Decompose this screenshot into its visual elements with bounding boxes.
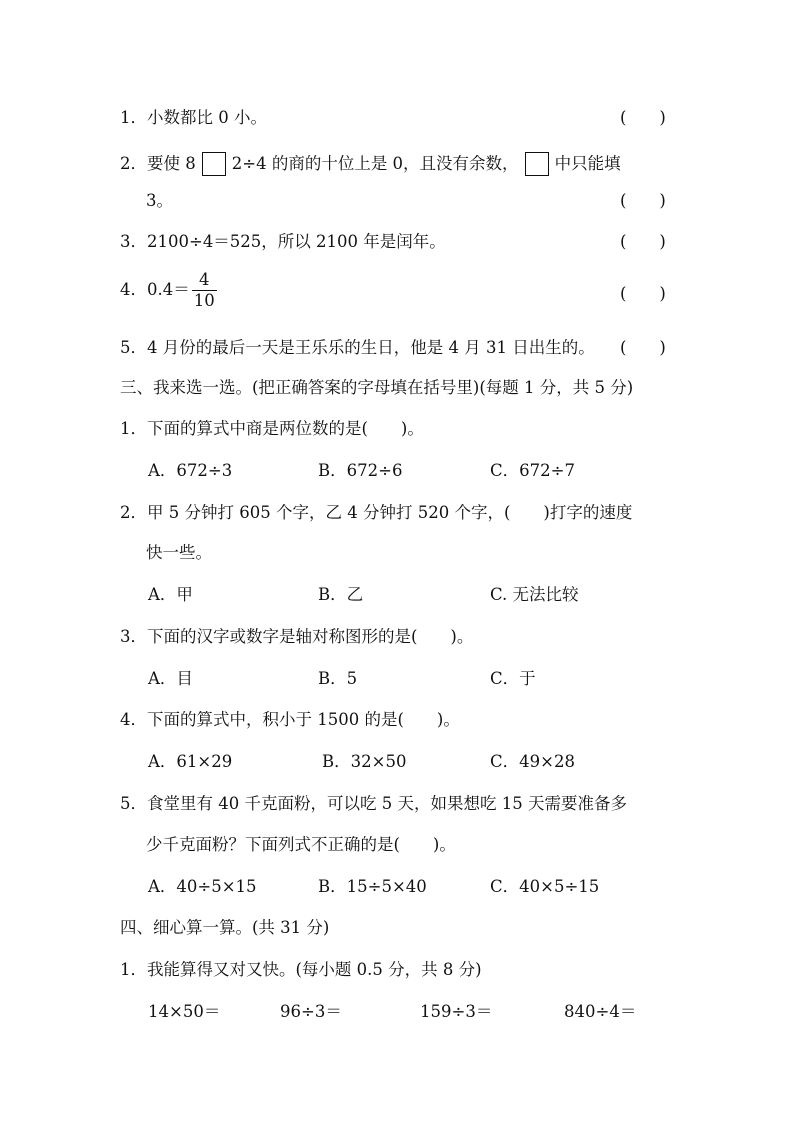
judge-q2: [120, 152, 621, 176]
choice-q3-option-c[interactable]: C．于: [490, 669, 536, 688]
choice-q2-option-c[interactable]: C. 无法比较: [490, 585, 579, 604]
choice-q3-option-b[interactable]: B．5: [318, 669, 358, 688]
choice-q4-option-a[interactable]: A．61×29: [148, 752, 233, 771]
choice-q5-option-a[interactable]: A．40÷5×15: [148, 877, 257, 896]
calc-item-1[interactable]: 14×50＝: [148, 1002, 221, 1021]
judge-q2-part1: 2．要使 8: [120, 154, 196, 173]
choice-q1-option-b[interactable]: B．672÷6: [318, 461, 403, 480]
choice-q3: 3．下面的汉字或数字是轴对称图形的是( )。: [120, 627, 474, 646]
digit-box[interactable]: [202, 152, 226, 176]
choice-q2-option-b[interactable]: B．乙: [318, 585, 364, 604]
judge-q4: [120, 270, 217, 311]
choice-q5-cont: 少千克面粉？下面列式不正确的是( )。: [146, 835, 456, 854]
judge-q2-part2: 2÷4 的商的十位上是 0，且没有余数，: [231, 154, 519, 173]
fraction: [192, 270, 217, 311]
judge-q2-cont: 3。: [146, 191, 173, 210]
judge-q1: 1．小数都比 0 小。: [120, 108, 267, 127]
digit-box[interactable]: [525, 152, 549, 176]
judge-q3: 3．2100÷4＝525，所以 2100 年是闰年。: [120, 232, 446, 251]
answer-paren-q1[interactable]: ( ): [620, 108, 666, 127]
answer-paren-q4[interactable]: ( ): [620, 284, 666, 303]
choice-q2-option-a[interactable]: A．甲: [148, 585, 193, 604]
choice-q2: 2．甲 5 分钟打 605 个字，乙 4 分钟打 520 个字，( )打字的速度: [120, 503, 633, 522]
choice-q3-option-a[interactable]: A．目: [148, 669, 193, 688]
judge-q2-part3: 中只能填: [554, 154, 621, 173]
choice-q1-option-c[interactable]: C．672÷7: [490, 461, 575, 480]
calc-item-2[interactable]: 96÷3＝: [280, 1002, 342, 1021]
answer-paren-q3[interactable]: ( ): [620, 232, 666, 251]
calc-item-4[interactable]: 840÷4＝: [564, 1002, 637, 1021]
fraction-numerator: 4: [192, 270, 217, 291]
choice-q1-option-a[interactable]: A．672÷3: [148, 461, 233, 480]
choice-q5-option-b[interactable]: B．15÷5×40: [318, 877, 427, 896]
choice-q4-option-b[interactable]: B．32×50: [322, 752, 407, 771]
fraction-denominator: 10: [193, 291, 215, 310]
judge-q4-prefix: 4．0.4＝: [120, 280, 190, 299]
section4-title: 四、细心算一算。(共 31 分): [120, 918, 330, 937]
answer-paren-q2[interactable]: ( ): [620, 191, 666, 210]
choice-q5-option-c[interactable]: C．40×5÷15: [490, 877, 600, 896]
choice-q5: 5．食堂里有 40 千克面粉，可以吃 5 天，如果想吃 15 天需要准备多: [120, 794, 627, 813]
calc-item-3[interactable]: 159÷3＝: [420, 1002, 493, 1021]
judge-q5: 5．4 月份的最后一天是王乐乐的生日，他是 4 月 31 日出生的。: [120, 338, 595, 357]
choice-q4-option-c[interactable]: C．49×28: [490, 752, 575, 771]
section4-sub1: 1．我能算得又对又快。(每小题 0.5 分，共 8 分): [120, 960, 482, 979]
answer-paren-q5[interactable]: ( ): [620, 338, 666, 357]
section3-title: 三、我来选一选。(把正确答案的字母填在括号里)(每题 1 分，共 5 分): [120, 378, 634, 397]
choice-q1: 1．下面的算式中商是两位数的是( )。: [120, 419, 424, 438]
choice-q4: 4．下面的算式中，积小于 1500 的是( )。: [120, 710, 460, 729]
choice-q2-cont: 快一些。: [146, 543, 212, 562]
